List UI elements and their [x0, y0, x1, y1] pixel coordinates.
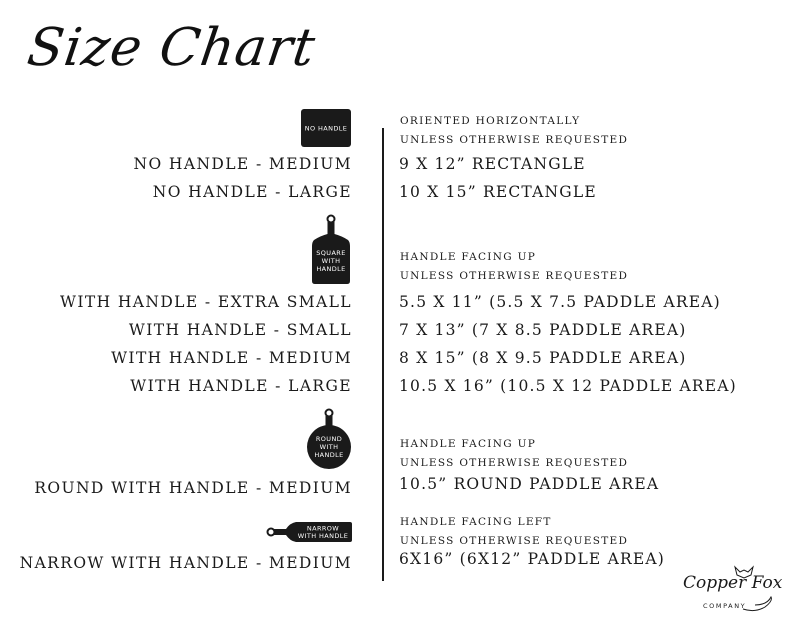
narrow-paddle-board-icon [266, 520, 354, 548]
icon-label: ROUND [315, 435, 343, 443]
size-label: ROUND WITH HANDLE - MEDIUM [34, 479, 352, 497]
size-value: 5.5 X 11” (5.5 X 7.5 PADDLE AREA) [399, 293, 721, 311]
size-value: 7 X 13” (7 X 8.5 PADDLE AREA) [399, 321, 687, 339]
size-value: 10 X 15” RECTANGLE [399, 183, 597, 201]
page-title: Size Chart [23, 18, 320, 78]
icon-label: WITH [321, 257, 341, 265]
rectangle-board-icon [300, 108, 352, 152]
icon-label: NARROW [306, 524, 340, 533]
icon-label: HANDLE [316, 265, 346, 273]
note-line: UNLESS OTHERWISE REQUESTED [400, 535, 629, 547]
size-value: 8 X 15” (8 X 9.5 PADDLE AREA) [399, 349, 687, 367]
size-label: WITH HANDLE - LARGE [130, 377, 352, 395]
size-label: WITH HANDLE - SMALL [128, 321, 352, 339]
icon-label: HANDLE [314, 451, 344, 459]
size-label: NARROW WITH HANDLE - MEDIUM [19, 554, 352, 572]
square-paddle-board-icon [310, 214, 352, 290]
size-label: WITH HANDLE - EXTRA SMALL [60, 293, 352, 311]
logo-subtitle: COMPANY [703, 602, 747, 610]
icon-label: SQUARE [316, 249, 346, 257]
section-note [400, 435, 628, 473]
size-label: NO HANDLE - LARGE [152, 183, 352, 201]
company-logo [683, 565, 783, 617]
size-value: 10.5” ROUND PADDLE AREA [399, 475, 660, 493]
size-value: 10.5 X 16” (10.5 X 12 PADDLE AREA) [399, 377, 737, 395]
round-paddle-board-icon [306, 408, 352, 474]
icon-label: WITH [319, 443, 339, 451]
note-line: HANDLE FACING UP [400, 251, 537, 263]
note-line: UNLESS OTHERWISE REQUESTED [400, 457, 629, 469]
note-line: HANDLE FACING LEFT [400, 516, 552, 528]
size-value: 6X16” (6X12” PADDLE AREA) [399, 550, 665, 568]
size-label: WITH HANDLE - MEDIUM [111, 349, 352, 367]
section-note [400, 112, 628, 150]
note-line: HANDLE FACING UP [400, 438, 537, 450]
size-label: NO HANDLE - MEDIUM [133, 155, 352, 173]
size-value: 9 X 12” RECTANGLE [399, 155, 586, 173]
logo-wordmark: Copper Fox [683, 573, 783, 593]
note-line: UNLESS OTHERWISE REQUESTED [400, 270, 629, 282]
column-divider [382, 128, 384, 581]
icon-label: WITH HANDLE [297, 532, 349, 540]
note-line: UNLESS OTHERWISE REQUESTED [400, 134, 629, 146]
section-note [400, 513, 628, 551]
note-line: ORIENTED HORIZONTALLY [400, 115, 581, 127]
icon-label: NO HANDLE [304, 124, 348, 133]
section-note [400, 248, 628, 286]
